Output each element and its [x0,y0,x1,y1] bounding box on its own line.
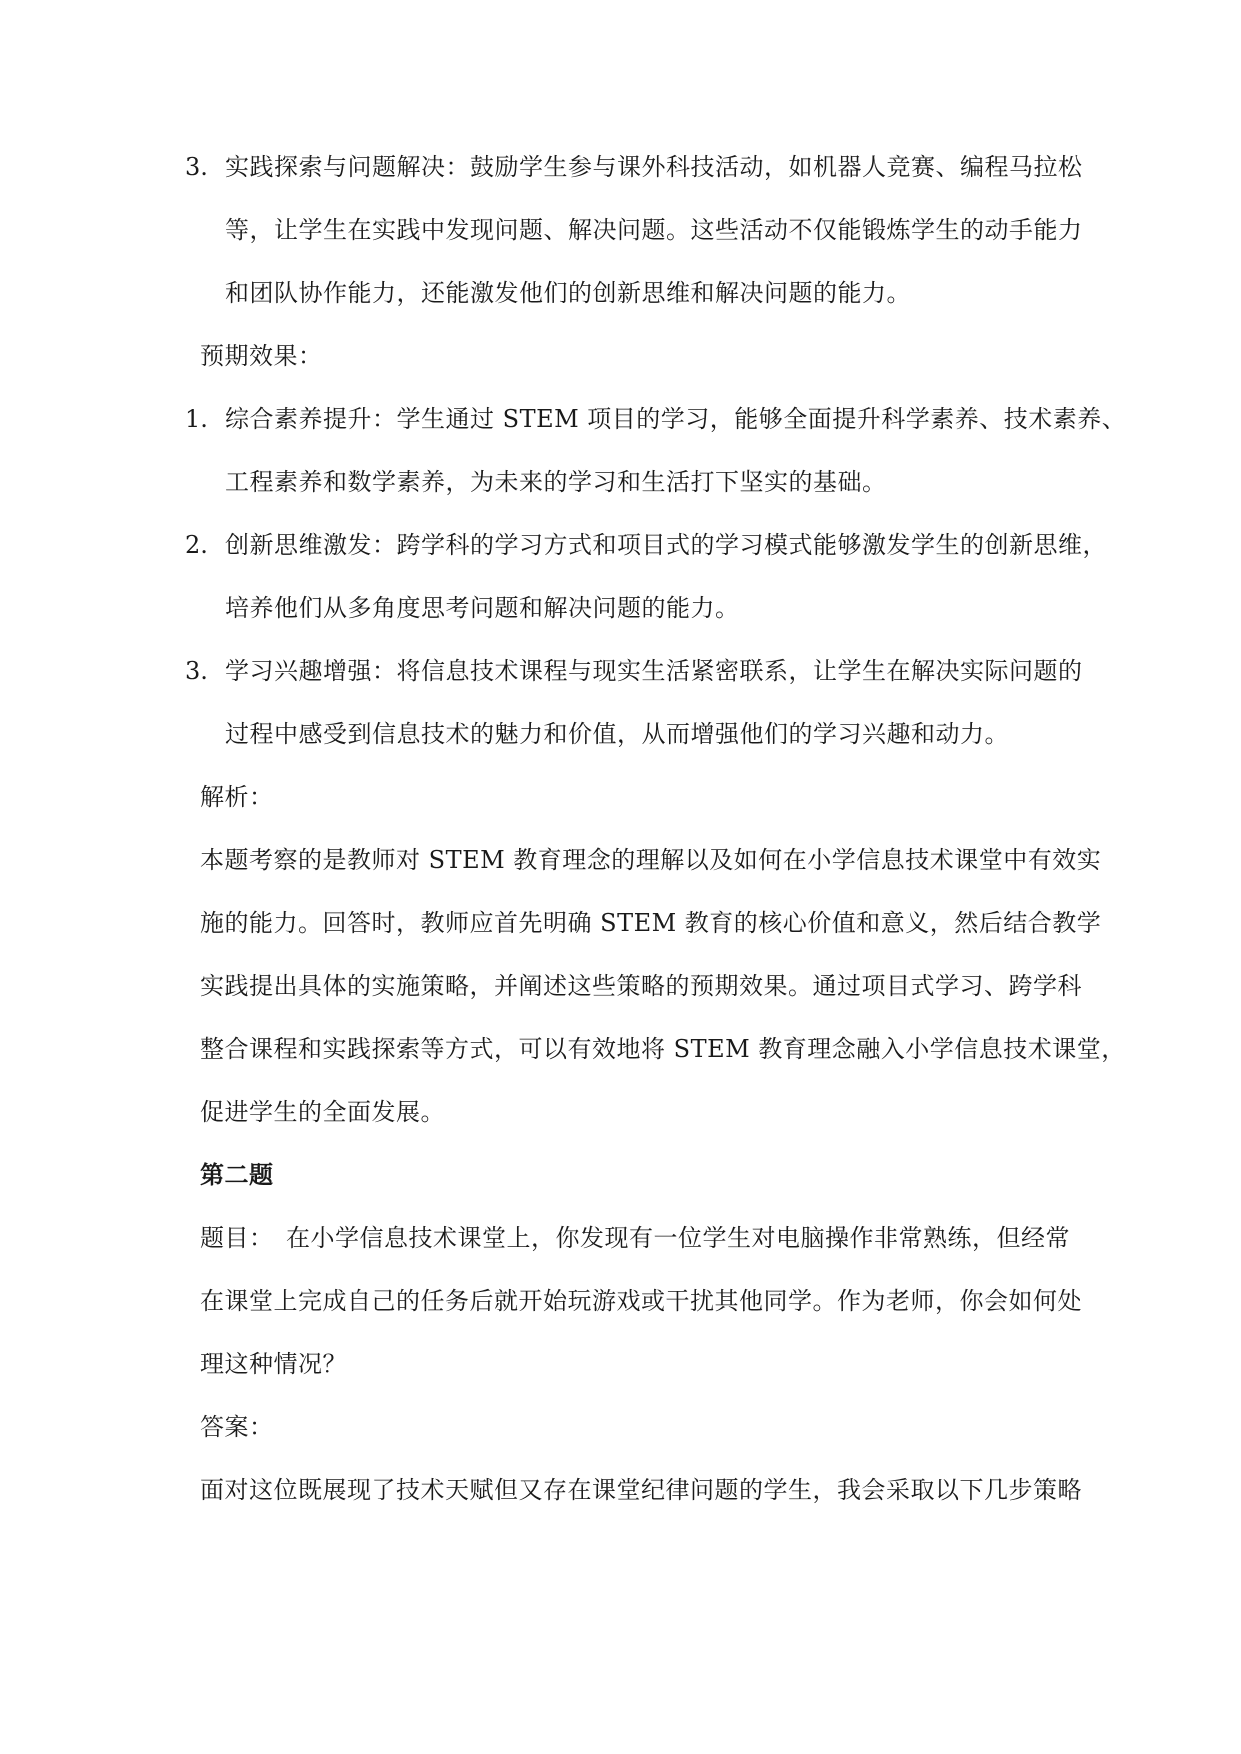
paragraph-line: 本题考察的是教师对 STEM 教育理念的理解以及如何在小学信息技术课堂中有效实 [200,846,1102,874]
answer-heading: 答案： [200,1413,274,1441]
list-item-line: 等，让学生在实践中发现问题、解决问题。这些活动不仅能锻炼学生的动手能力 [225,216,1083,244]
paragraph-line: 整合课程和实践探索等方式，可以有效地将 STEM 教育理念融入小学信息技术课堂， [200,1035,1126,1063]
question-prompt-line: 在课堂上完成自己的任务后就开始玩游戏或干扰其他同学。作为老师，你会如何处 [200,1287,1082,1315]
list-item-line: 过程中感受到信息技术的魅力和价值，从而增强他们的学习兴趣和动力。 [225,720,1009,748]
answer-line: 面对这位既展现了技术天赋但又存在课堂纪律问题的学生，我会采取以下几步策略 [200,1476,1082,1504]
list-item-line: 培养他们从多角度思考问题和解决问题的能力。 [225,594,740,622]
paragraph-line: 实践提出具体的实施策略，并阐述这些策略的预期效果。通过项目式学习、跨学科 [200,972,1082,1000]
list-number: 1. [185,405,208,433]
list-item-line: 和团队协作能力，还能激发他们的创新思维和解决问题的能力。 [225,279,911,307]
section-heading-expected-effects: 预期效果： [200,342,323,370]
question-prompt-line: 理这种情况？ [200,1350,347,1378]
question-title: 第二题 [200,1160,274,1189]
list-number: 3. [185,657,208,685]
list-item-line: 创新思维激发：跨学科的学习方式和项目式的学习模式能够激发学生的创新思维， [225,531,1107,559]
question-prompt-line: 题目： 在小学信息技术课堂上，你发现有一位学生对电脑操作非常熟练，但经常 [200,1224,1070,1252]
list-item-line: 工程素养和数学素养，为未来的学习和生活打下坚实的基础。 [225,468,887,496]
paragraph-line: 施的能力。回答时，教师应首先明确 STEM 教育的核心价值和意义，然后结合教学 [200,909,1102,937]
list-item-line: 实践探索与问题解决：鼓励学生参与课外科技活动，如机器人竞赛、编程马拉松 [225,153,1083,181]
list-number: 2. [185,531,208,559]
list-item-line: 学习兴趣增强：将信息技术课程与现实生活紧密联系，让学生在解决实际问题的 [225,657,1083,685]
list-item-line: 综合素养提升：学生通过 STEM 项目的学习，能够全面提升科学素养、技术素养、 [225,405,1127,433]
list-number: 3. [185,153,208,181]
paragraph-line: 促进学生的全面发展。 [200,1098,445,1126]
section-heading-analysis: 解析： [200,783,274,811]
